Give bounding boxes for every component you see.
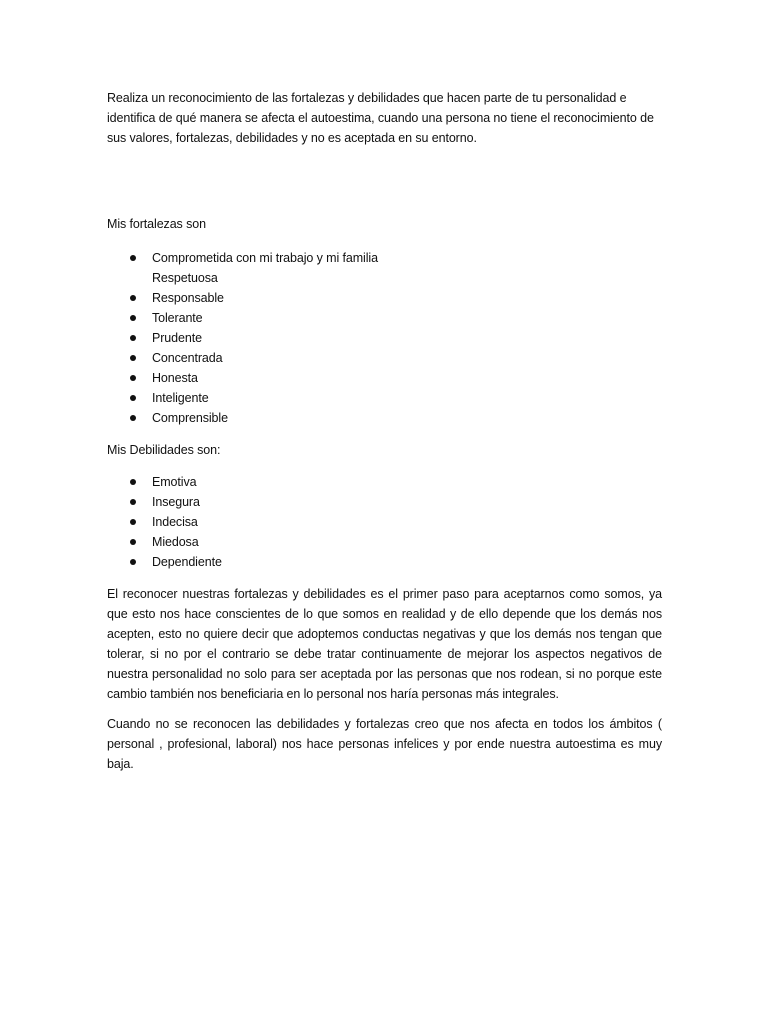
list-item [107,368,662,388]
list-item: Emotiva [107,472,662,492]
strength-item-label: Responsable [152,291,224,305]
weaknesses-heading: Mis Debilidades son: [107,443,221,457]
strength-item-label: Comprometida con mi trabajo y mi familia [152,251,378,265]
list-item [107,348,662,368]
reflection-paragraph: El reconocer nuestras fortalezas y debilidades es el primer paso para aceptarnos como somos, ya que esto nos hace conscientes de lo que somos en realidad y de ello depende que los demás nos acepten, esto no quiere decir que adoptemos conductas negativas y que los demás nos tengan que tolerar, si no por el contrario se debe tratar continuamente de mejorar los aspectos negativos de nuestra personalidad no solo para ser aceptada por las personas que nos rodean, si no porque este cambio también nos beneficiaria en lo personal nos haría personas más integrales. [107,587,662,701]
conclusion-paragraph: Cuando no se reconocen las debilidades y fortalezas creo que nos afecta en todos los ámbitos ( personal , profesional, laboral) nos hace personas infelices y por ende nuestra autoestima es muy baja. [107,717,662,771]
strength-item-label: Honesta [152,371,198,385]
list-item: Insegura [107,492,662,512]
list-item: Miedosa [107,532,662,552]
strength-item-label: Comprensible [152,411,228,425]
list-item: Dependiente [107,552,662,572]
list-item [107,388,662,408]
strengths-list [107,248,662,428]
strengths-heading: Mis fortalezas son [107,217,206,231]
document-body [107,88,662,774]
list-item [107,248,662,288]
strength-item-continuation: Respetuosa [152,271,218,285]
weaknesses-list [107,472,662,572]
strength-item-label: Concentrada [152,351,223,365]
strength-item-label: Tolerante [152,311,203,325]
list-item: Indecisa [107,512,662,532]
list-item [107,328,662,348]
list-item [107,288,662,308]
list-item [107,408,662,428]
intro-paragraph: Realiza un reconocimiento de las fortalezas y debilidades que hacen parte de tu personalidad e identifica de qué manera se afecta el autoestima, cuando una persona no tiene el reconocimiento de sus valores, fortalezas, debilidades y no es aceptada en su entorno. [107,91,654,145]
strength-item-label: Prudente [152,331,202,345]
list-item [107,308,662,328]
strength-item-label: Inteligente [152,391,209,405]
